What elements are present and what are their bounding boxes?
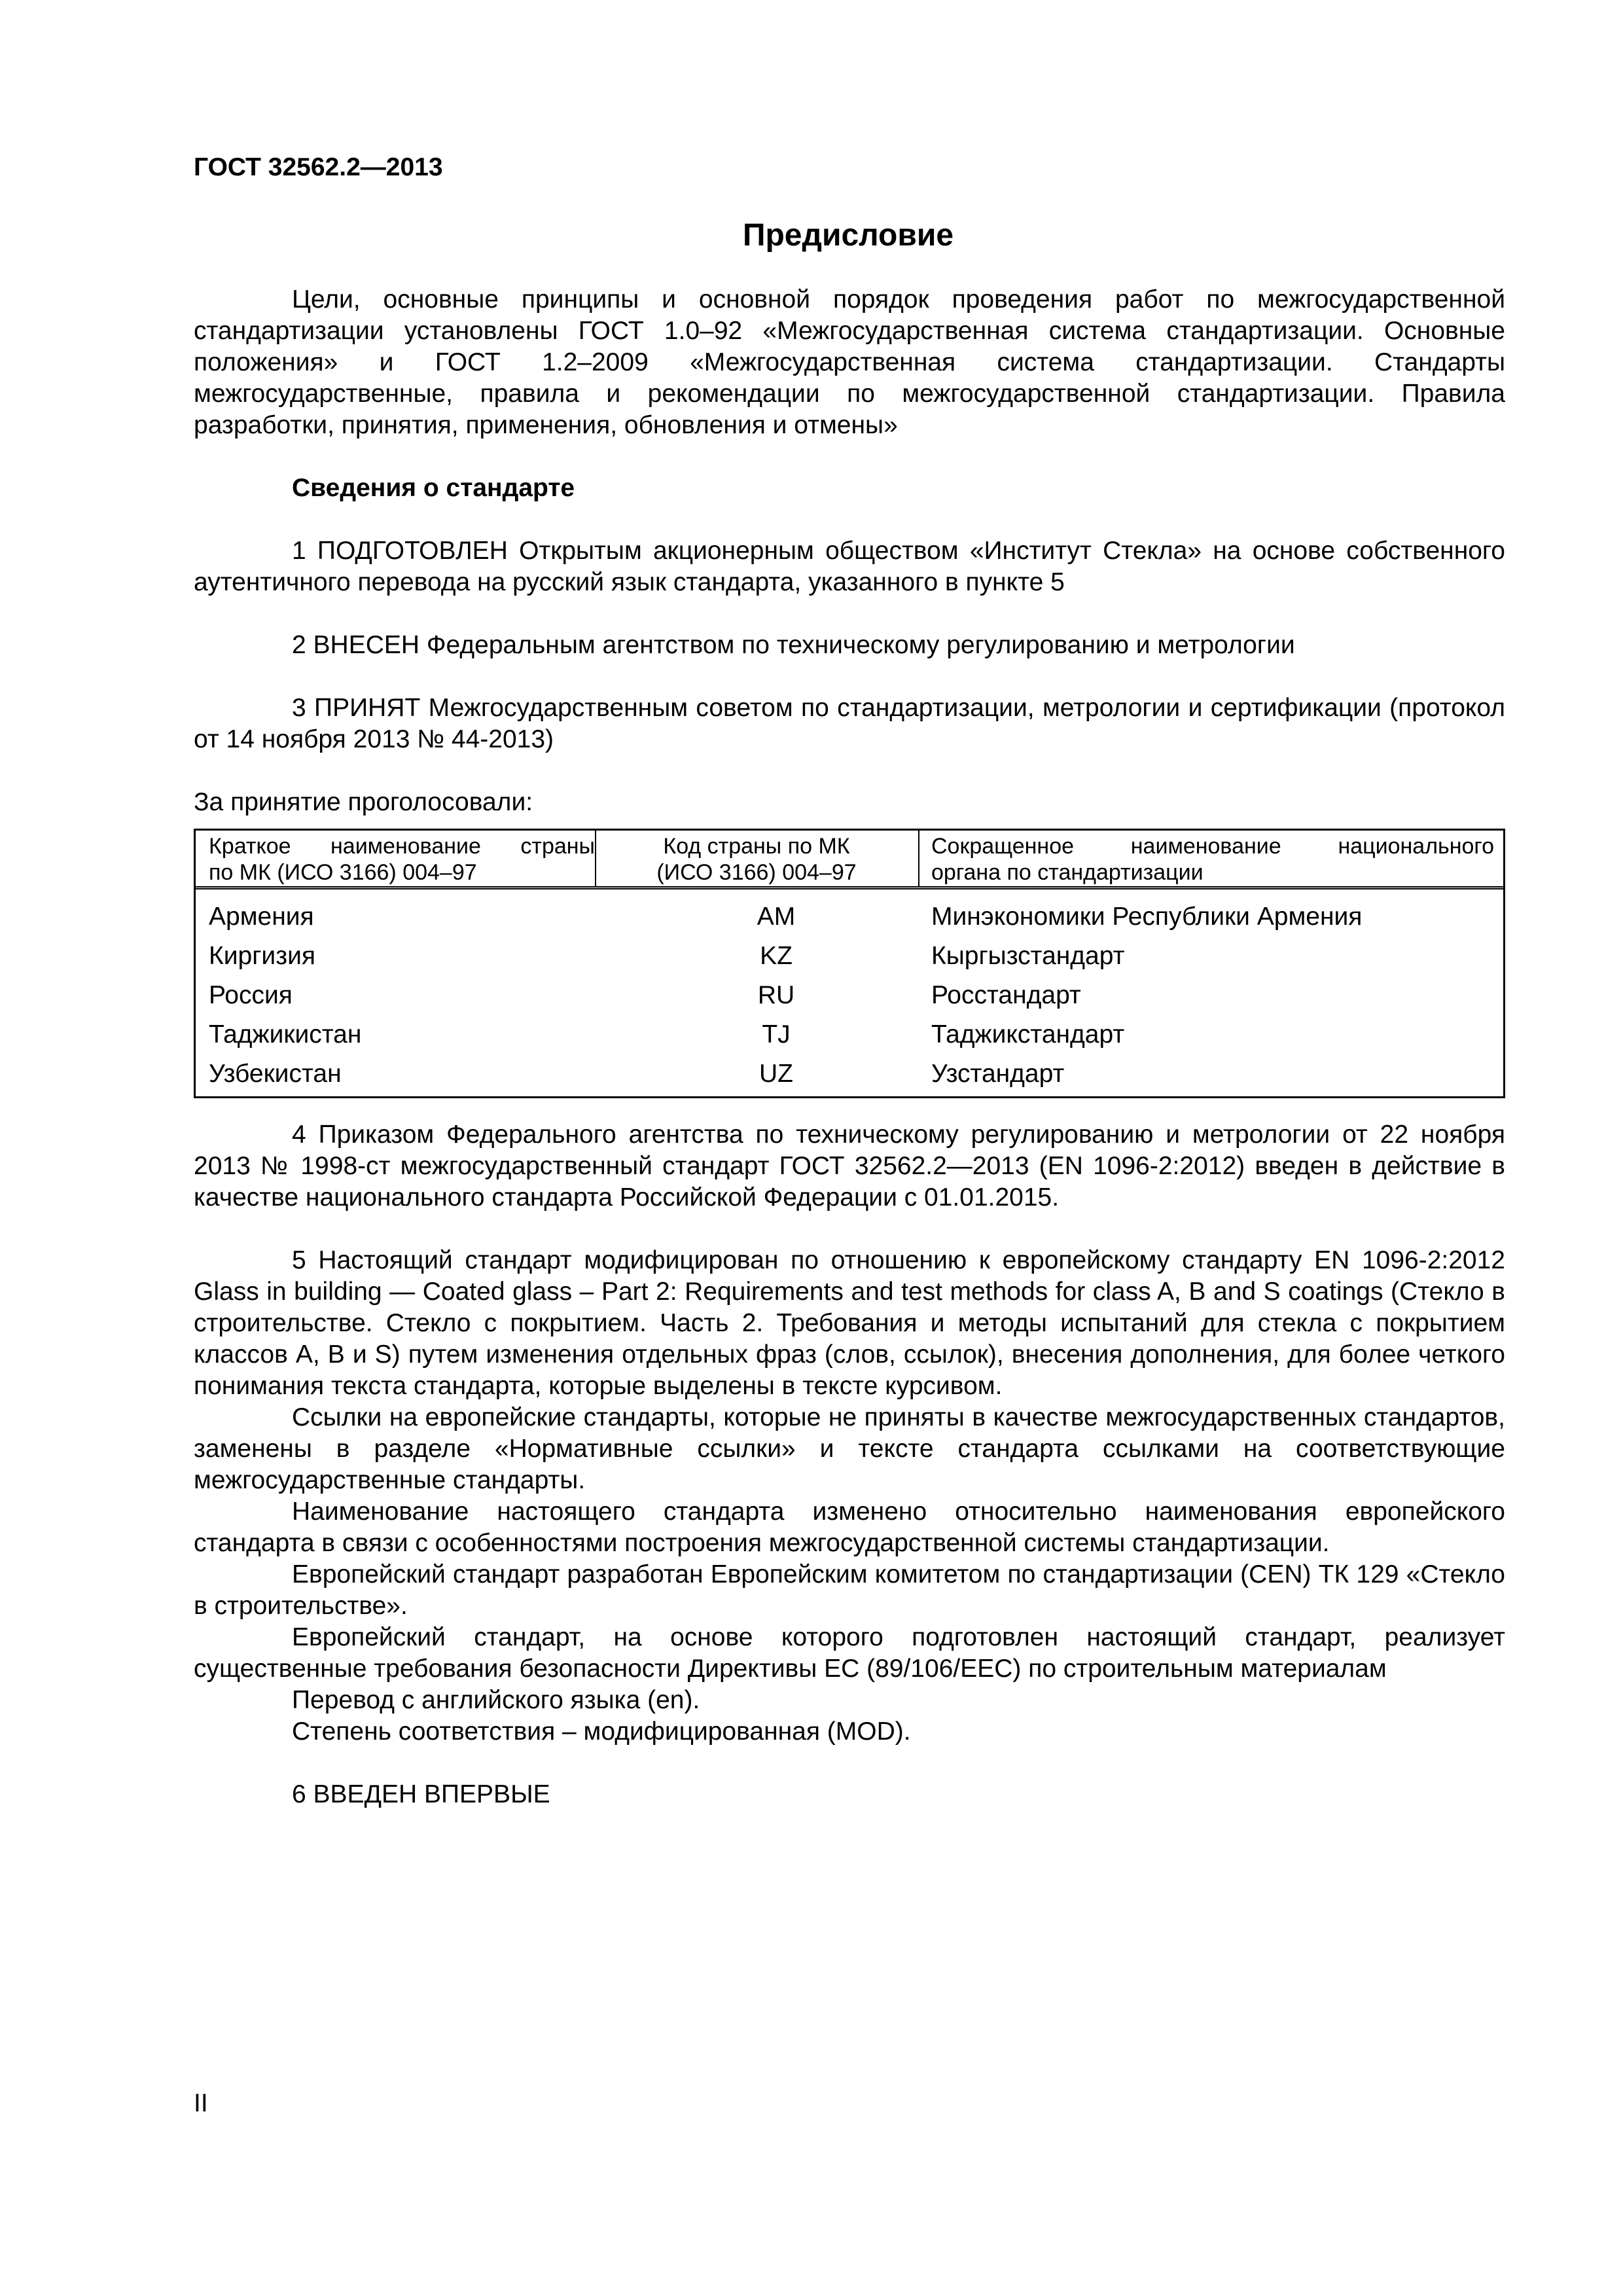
intro-paragraph: Цели, основные принципы и основной порядок проведения работ по межгосударственной стандартизации установлены ГОСТ 1.0–92 «Межгосударственная система стандартизации. Основные положения» и ГОСТ 1.2–2009 «Межгосударственная система стандартизации. Стандарты межгосударственные, правила и рекомендации по межгосударственной стандартизации. Правила разработки, принятия, применения, обновления и отмены» [194,285,1505,439]
column-divider [918,831,919,887]
info-heading: Сведения о стандарте [292,474,575,502]
cell-country: Узбекистан [209,1060,342,1088]
header-country-line1: Краткое наименование страны [209,834,595,859]
table-header [196,831,1503,889]
cell-country: Киргизия [209,942,315,970]
item-1-paragraph: 1 ПОДГОТОВЛЕН Открытым акционерным обществом «Институт Стекла» на основе собственного аутентичного перевода на русский язык стандарта, указанного в пункте 5 [194,537,1505,596]
cell-code: AM [757,903,796,931]
voting-table [194,829,1505,1098]
cell-org: Таджикстандарт [931,1020,1125,1049]
page-title: Предисловие [742,218,954,253]
item-5-paragraph-2: Ссылки на европейские стандарты, которые не приняты в качестве межгосударственных стандартов, заменены в разделе «Нормативные ссылки» и тексте стандарта ссылками на соответствующие межгосударственные стандарты. [194,1403,1505,1494]
item-6-paragraph: 6 ВВЕДЕН ВПЕРВЫЕ [292,1780,550,1808]
cell-country: Таджикистан [209,1020,362,1049]
item-4-paragraph: 4 Приказом Федерального агентства по техническому регулированию и метрологии от 22 ноября 2013 № 1998-ст межгосударственный стандарт ГОСТ 32562.2—2013 (EN 1096-2:2012) введен в действие в качестве национального стандарта Российской Федерации с 01.01.2015. [194,1121,1505,1211]
item-5-block [194,1245,1505,1748]
cell-country: Армения [209,903,314,931]
item-3-paragraph: 3 ПРИНЯТ Межгосударственным советом по стандартизации, метрологии и сертификации (протокол от 14 ноября 2013 № 44-2013) [194,694,1505,753]
page-number: II [194,2089,208,2117]
cell-country: Россия [209,981,293,1009]
cell-org: Узстандарт [931,1060,1065,1088]
header-code-line2: (ИСО 3166) 004–97 [656,860,857,885]
table-row [196,937,1503,976]
header-org [931,833,1494,886]
header-org-line1: Сокращенное наименование национального [931,834,1494,859]
item-5-paragraph-5: Европейский стандарт, на основе которого подготовлен настоящий стандарт, реализует существенные требования безопасности Директивы ЕС (89/106/EEC) по строительным материалам [194,1623,1505,1683]
item-5-paragraph-4: Европейский стандарт разработан Европейским комитетом по стандартизации (CEN) ТК 129 «Стекло в строительстве». [194,1560,1505,1620]
cell-code: KZ [760,942,793,970]
voted-label: За принятие проголосовали: [194,788,533,816]
table-row [196,897,1503,937]
item-5-paragraph-1: 5 Настоящий стандарт модифицирован по отношению к европейскому стандарту EN 1096-2:2012 Glass in building — Coated glass – Part 2: Requirements and test methods for class A, B and S coatings (Стекло в строительстве. Стекло с покрытием. Часть 2. Требования и методы испытаний для стекла с покрытием классов A, B и S) путем изменения отдельных фраз (слов, ссылок), внесения дополнения, для более четкого понимания текста стандарта, которые выделены в тексте курсивом. [194,1246,1505,1400]
item-2-paragraph: 2 ВНЕСЕН Федеральным агентством по техническому регулированию и метрологии [292,631,1295,659]
header-country [209,833,595,886]
cell-code: TJ [762,1020,791,1049]
item-5-paragraph-3: Наименование настоящего стандарта изменено относительно наименования европейского стандарта в связи с особенностями построения межгосударственной системы стандартизации. [194,1498,1505,1557]
cell-org: Росстандарт [931,981,1081,1009]
cell-org: Кыргызстандарт [931,942,1125,970]
table-row [196,976,1503,1015]
header-country-line2: по МК (ИСО 3166) 004–97 [209,860,477,885]
cell-org: Минэкономики Республики Армения [931,903,1363,931]
cell-code: RU [757,981,795,1009]
header-code [596,833,917,886]
table-row [196,1054,1503,1094]
item-5-paragraph-7: Степень соответствия – модифицированная (MOD). [292,1717,911,1746]
standard-code-header: ГОСТ 32562.2—2013 [194,153,443,181]
table-row [196,1015,1503,1054]
header-code-line1: Код страны по МК [663,834,850,859]
header-org-line2: органа по стандартизации [931,860,1204,885]
cell-code: UZ [759,1060,793,1088]
item-5-paragraph-6: Перевод с английского языка (en). [292,1686,700,1714]
